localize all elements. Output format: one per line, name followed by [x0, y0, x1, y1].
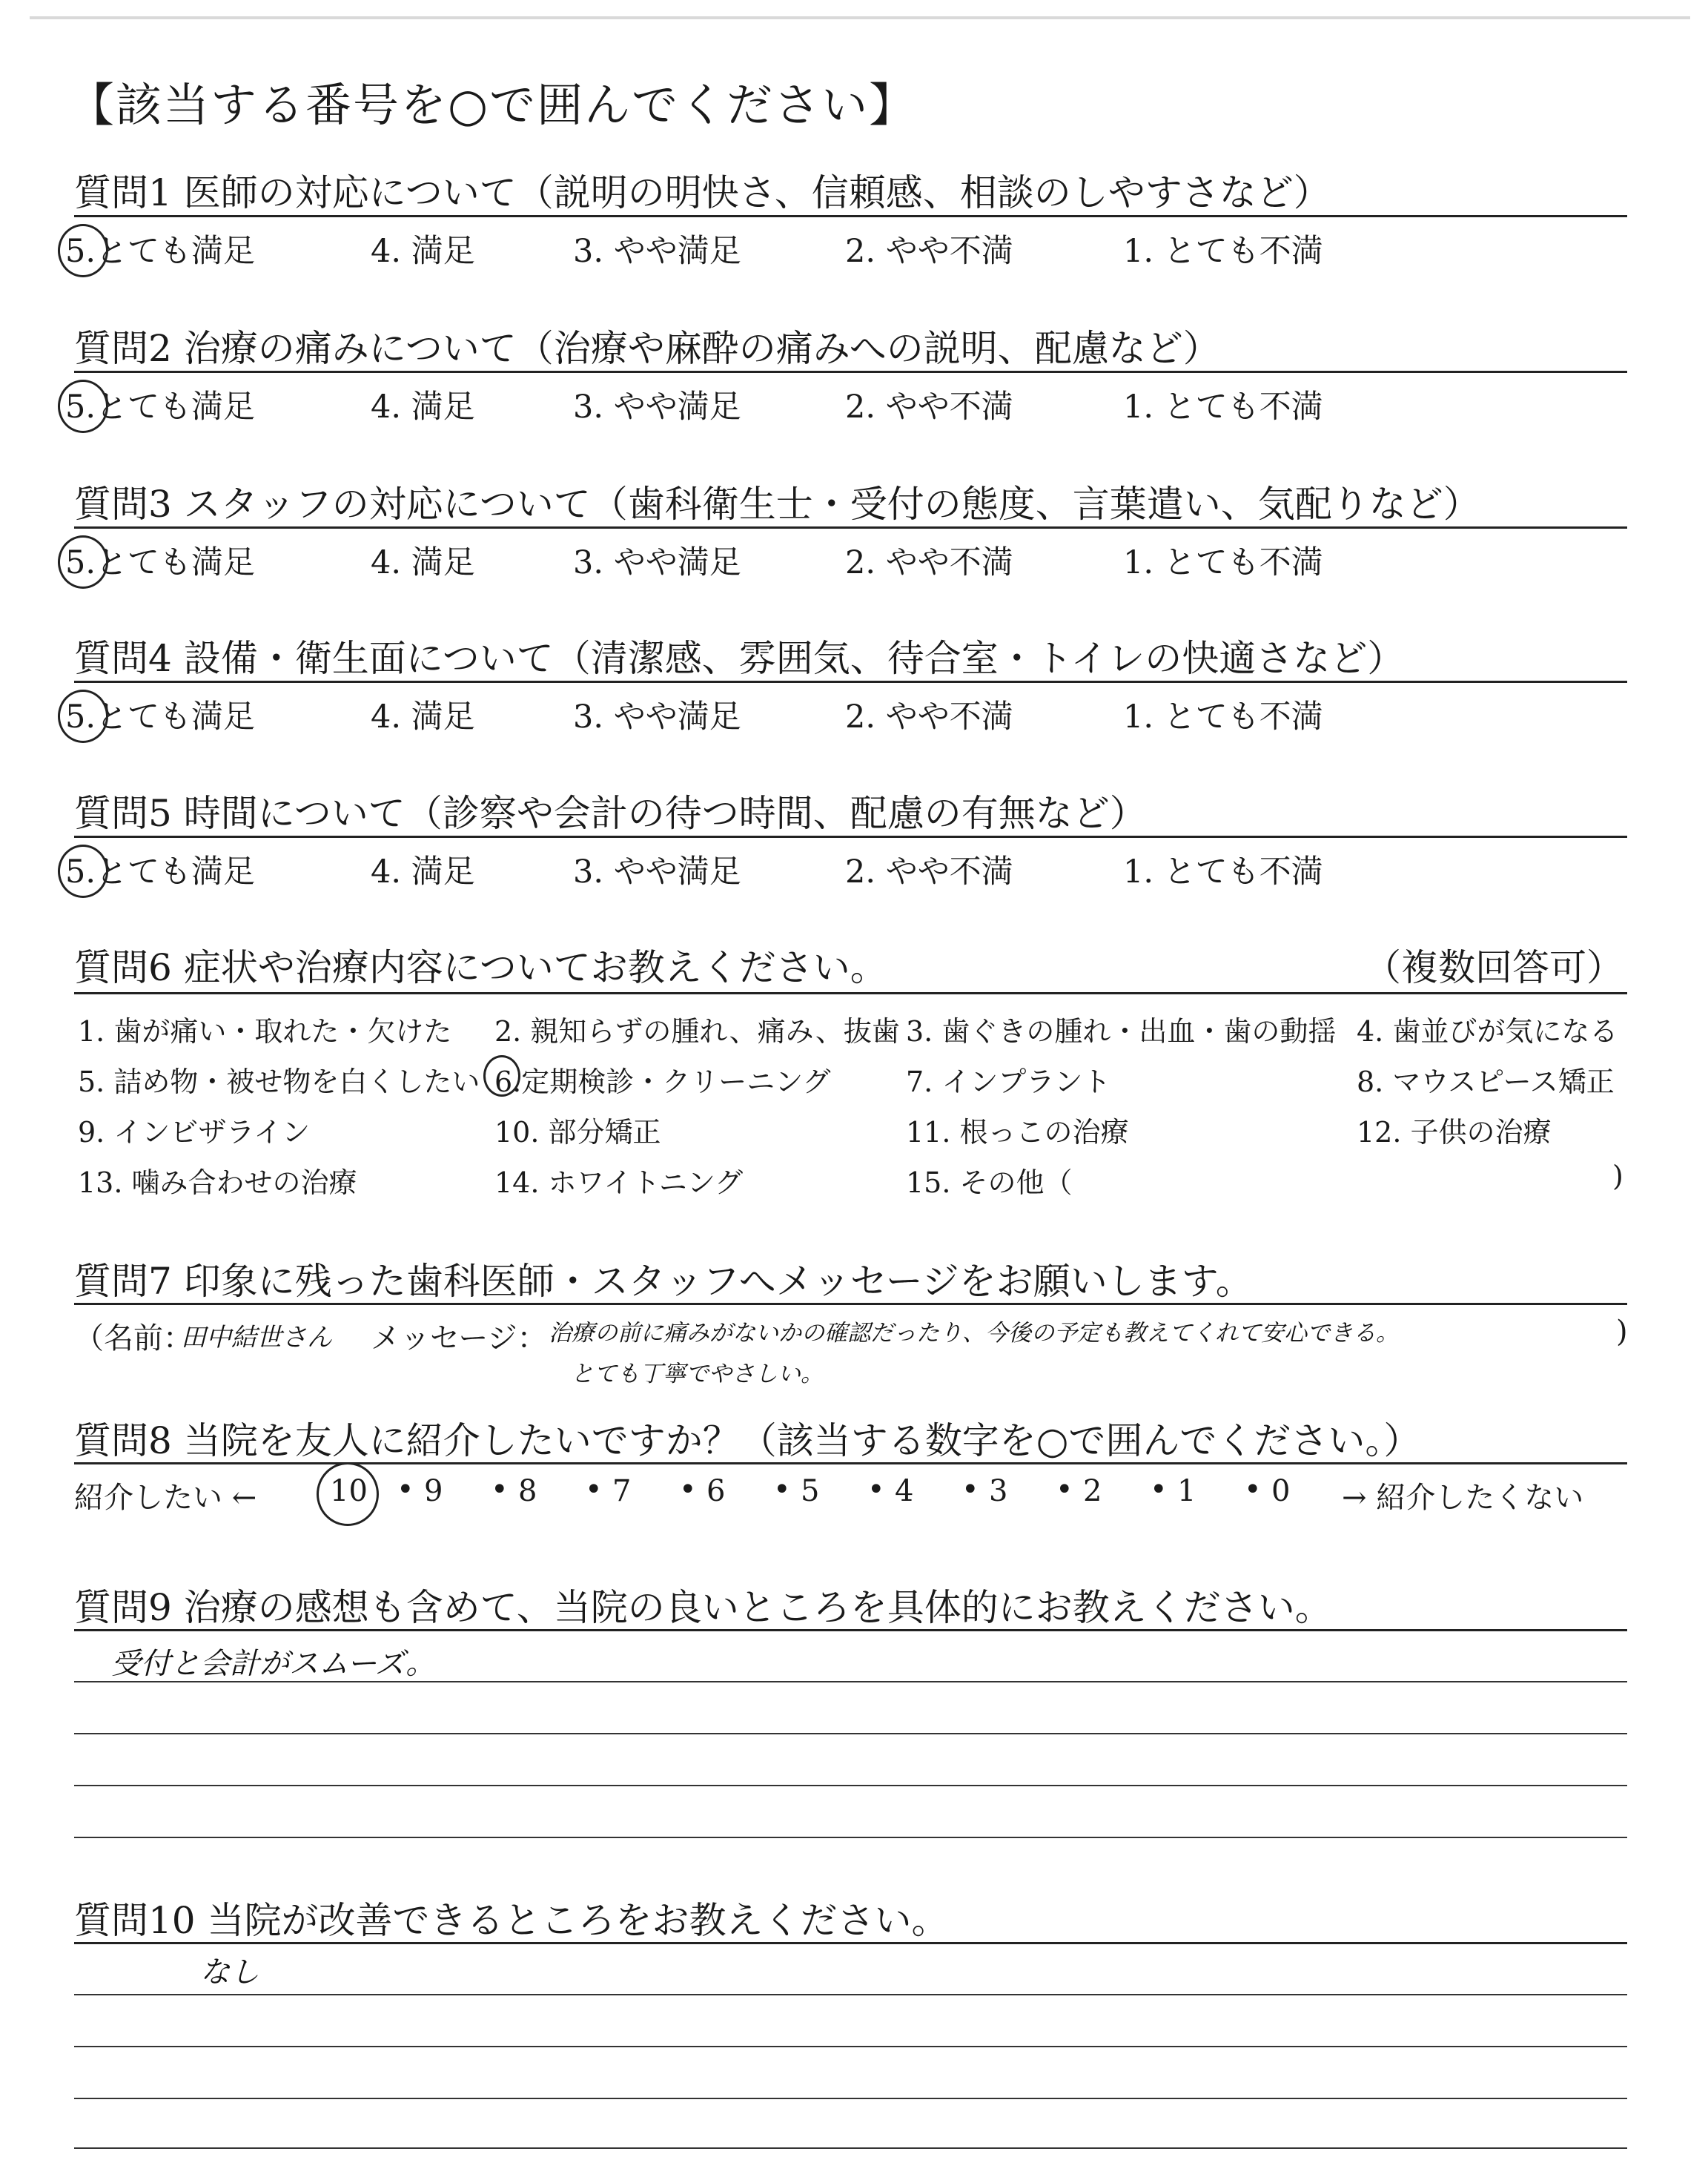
q8-scale-separator: •	[867, 1473, 885, 1507]
q10-line-4	[74, 2147, 1627, 2149]
q2-option-2[interactable]: 2. やや不満	[845, 389, 1013, 426]
q3-option-3[interactable]: 3. やや満足	[573, 544, 741, 581]
q8-scale-separator: •	[491, 1473, 509, 1507]
q1-option-4[interactable]: 4. 満足	[371, 233, 475, 270]
q6-option-10[interactable]: 10. 部分矯正	[494, 1116, 661, 1149]
q2-option-1[interactable]: 1. とても不満	[1123, 389, 1323, 426]
q6-option-12[interactable]: 12. 子供の治療	[1357, 1116, 1552, 1149]
q8-scale-separator: •	[1056, 1473, 1073, 1507]
q6-option-4[interactable]: 4. 歯並びが気になる	[1357, 1015, 1618, 1048]
q5-selected-circle	[58, 845, 108, 898]
q7-rule	[74, 1303, 1627, 1305]
q10-rule	[74, 1942, 1627, 1944]
q5-option-3[interactable]: 3. やや満足	[573, 853, 741, 891]
q8-scale-8[interactable]: 8	[518, 1474, 537, 1508]
q6-option-7[interactable]: 7. インプラント	[906, 1066, 1111, 1098]
q5-option-1[interactable]: 1. とても不満	[1123, 853, 1323, 891]
q8-scale-separator: •	[397, 1473, 414, 1507]
q4-option-3[interactable]: 3. やや満足	[573, 698, 741, 736]
q7-name-value: 田中結世さん	[181, 1323, 332, 1353]
q5-option-5[interactable]: 5.とても満足	[65, 853, 256, 891]
q1-selected-circle	[58, 224, 108, 277]
q1-option-3[interactable]: 3. やや満足	[573, 233, 741, 270]
q6-option-6[interactable]: 6.定期検診・クリーニング	[494, 1066, 831, 1098]
q6-option-15[interactable]: 15. その他（	[906, 1166, 1073, 1199]
q6-option-14[interactable]: 14. ホワイトニング	[494, 1166, 744, 1199]
q1-heading: 質問1 医師の対応について（説明の明快さ、信頼感、相談のしやすさなど）	[74, 171, 1331, 214]
q6-option-13[interactable]: 13. 噛み合わせの治療	[78, 1166, 357, 1199]
q2-heading: 質問2 治療の痛みについて（治療や麻酔の痛みへの説明、配慮など）	[74, 327, 1220, 370]
q4-option-1[interactable]: 1. とても不満	[1123, 698, 1323, 736]
q8-scale-1[interactable]: 1	[1177, 1474, 1196, 1508]
q2-option-4[interactable]: 4. 満足	[371, 389, 475, 426]
q5-option-2[interactable]: 2. やや不満	[845, 853, 1013, 891]
q3-heading: 質問3 スタッフの対応について（歯科衛生士・受付の態度、言葉遣い、気配りなど）	[74, 483, 1480, 526]
q8-scale-separator: •	[1244, 1473, 1262, 1507]
q9-heading: 質問9 治療の感想も含めて、当院の良いところを具体的にお教えください。	[74, 1586, 1332, 1629]
q7-message-line2: とても丁寧でやさしい。	[571, 1361, 824, 1387]
q6-heading: 質問6 症状や治療内容についてお教えください。	[74, 946, 887, 989]
q6-option-2[interactable]: 2. 親知らずの腫れ、痛み、抜歯	[494, 1015, 900, 1048]
q8-scale-3[interactable]: 3	[989, 1474, 1008, 1508]
q8-scale-10[interactable]: 10	[330, 1474, 368, 1508]
q10-answer: なし	[200, 1955, 259, 1989]
q8-heading: 質問8 当院を友人に紹介したいですか？（該当する数字を○で囲んでください。）	[74, 1419, 1421, 1462]
q8-scale-separator: •	[585, 1473, 603, 1507]
q8-scale-separator: •	[773, 1473, 791, 1507]
q2-selected-circle	[58, 380, 108, 433]
q8-scale-7[interactable]: 7	[612, 1474, 632, 1508]
q10-heading: 質問10 当院が改善できるところをお教えください。	[74, 1899, 949, 1942]
q8-scale-separator: •	[961, 1473, 979, 1507]
q4-option-4[interactable]: 4. 満足	[371, 698, 475, 736]
q7-heading: 質問7 印象に残った歯科医師・スタッフへメッセージをお願いします。	[74, 1260, 1253, 1303]
q8-scale-9[interactable]: 9	[424, 1474, 443, 1508]
q5-rule	[74, 836, 1627, 838]
q4-selected-circle	[58, 690, 108, 743]
q6-option-16: )	[1612, 1160, 1623, 1192]
q6-option-1[interactable]: 1. 歯が痛い・取れた・欠けた	[78, 1015, 452, 1048]
q10-line-1	[74, 1994, 1627, 1995]
form-title: 【該当する番号を○で囲んでください】	[68, 78, 917, 132]
q8-right-label: → 紹介したくない	[1342, 1481, 1584, 1515]
q5-heading: 質問5 時間について（診察や会計の待つ時間、配慮の有無など）	[74, 792, 1147, 835]
q1-rule	[74, 215, 1627, 217]
q6-option-3[interactable]: 3. 歯ぐきの腫れ・出血・歯の動揺	[906, 1015, 1337, 1048]
q6-option-8[interactable]: 8. マウスピース矯正	[1357, 1066, 1615, 1098]
q8-scale-4[interactable]: 4	[895, 1474, 914, 1508]
q7-message-label: メッセージ：	[371, 1321, 547, 1355]
q4-option-5[interactable]: 5.とても満足	[65, 698, 256, 736]
q9-answer: 受付と会計がスムーズ。	[111, 1647, 436, 1681]
q6-selected-circle	[483, 1055, 520, 1097]
q2-option-3[interactable]: 3. やや満足	[573, 389, 741, 426]
q1-option-1[interactable]: 1. とても不満	[1123, 233, 1323, 270]
q4-option-2[interactable]: 2. やや不満	[845, 698, 1013, 736]
q9-rule	[74, 1629, 1627, 1631]
q6-note: （複数回答可）	[1364, 946, 1623, 989]
q4-heading: 質問4 設備・衛生面について（清潔感、雰囲気、待合室・トイレの快適さなど）	[74, 637, 1405, 680]
q8-rule	[74, 1462, 1627, 1464]
q7-close-paren: )	[1616, 1315, 1628, 1349]
q9-line-4	[74, 1837, 1627, 1838]
q4-rule	[74, 681, 1627, 683]
q7-message-line1: 治療の前に痛みがないかの確認だったり、今後の予定も教えてくれて安心できる。	[549, 1320, 1399, 1347]
q8-scale-separator: •	[679, 1473, 697, 1507]
q8-scale-5[interactable]: 5	[801, 1474, 820, 1508]
q6-rule	[74, 992, 1627, 994]
q6-option-11[interactable]: 11. 根っこの治療	[906, 1116, 1129, 1149]
q3-option-5[interactable]: 5.とても満足	[65, 544, 256, 581]
q8-scale-0[interactable]: 0	[1271, 1474, 1291, 1508]
q1-option-5[interactable]: 5.とても満足	[65, 233, 256, 270]
q10-line-2	[74, 2046, 1627, 2047]
q3-rule	[74, 526, 1627, 529]
q1-option-2[interactable]: 2. やや不満	[845, 233, 1013, 270]
q6-option-5[interactable]: 5. 詰め物・被せ物を白くしたい	[78, 1066, 480, 1098]
q9-line-3	[74, 1785, 1627, 1786]
q9-line-2	[74, 1733, 1627, 1734]
q9-line-1	[74, 1681, 1627, 1682]
q3-selected-circle	[58, 535, 108, 589]
q8-scale-6[interactable]: 6	[706, 1474, 726, 1508]
q8-scale-separator: •	[1150, 1473, 1168, 1507]
q3-option-4[interactable]: 4. 満足	[371, 544, 475, 581]
q2-option-5[interactable]: 5.とても満足	[65, 389, 256, 426]
q10-line-3	[74, 2098, 1627, 2099]
q3-option-2[interactable]: 2. やや不満	[845, 544, 1013, 581]
q5-option-4[interactable]: 4. 満足	[371, 853, 475, 891]
q6-option-9[interactable]: 9. インビザライン	[78, 1116, 311, 1149]
q8-scale-2[interactable]: 2	[1083, 1474, 1102, 1508]
q8-selected-circle	[317, 1462, 379, 1526]
q2-rule	[74, 371, 1627, 373]
q7-name-label: （名前：	[74, 1321, 193, 1355]
q8-left-label: 紹介したい ←	[74, 1481, 257, 1515]
q3-option-1[interactable]: 1. とても不満	[1123, 544, 1323, 581]
top-border	[30, 16, 1690, 19]
